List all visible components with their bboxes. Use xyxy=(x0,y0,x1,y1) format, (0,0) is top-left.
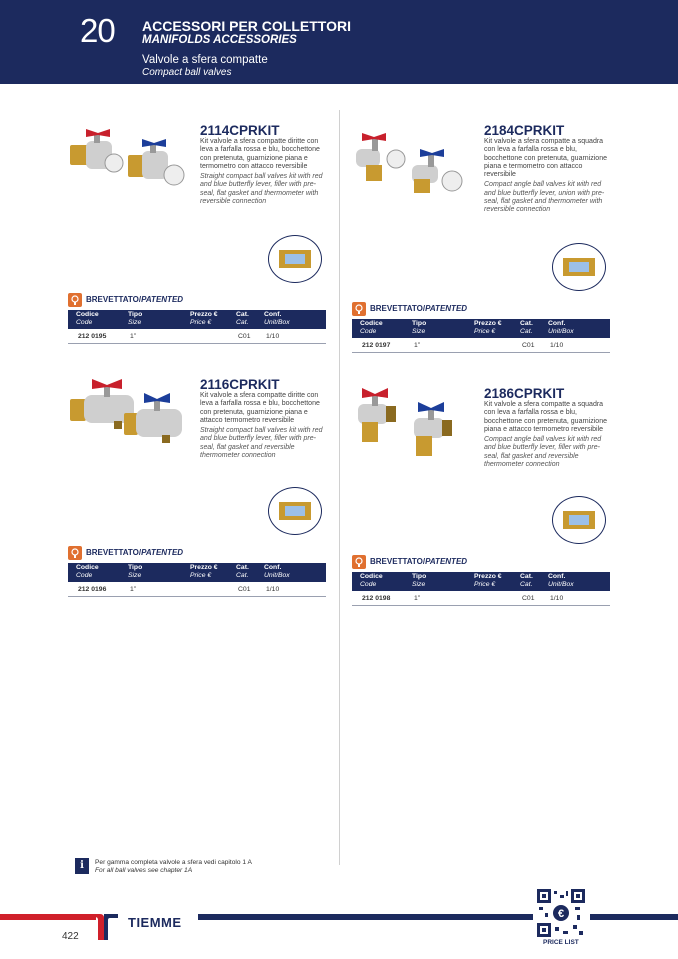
cell-size: 1” xyxy=(414,342,421,349)
cell-code: 212 0197 xyxy=(362,342,391,349)
cell-size: 1” xyxy=(414,595,421,602)
cell-conf: 1/10 xyxy=(550,595,564,602)
patent-icon xyxy=(68,546,82,560)
product-table xyxy=(352,319,610,353)
section-title: Valvole a sfera compatte xyxy=(142,54,268,66)
table-header xyxy=(68,310,326,329)
header-title: ACCESSORI PER COLLETTORI xyxy=(142,18,351,34)
patent-text: BREVETTATO/PATENTED xyxy=(86,548,184,557)
cell-code: 212 0195 xyxy=(78,333,107,340)
table-header xyxy=(352,572,610,591)
qr-code[interactable] xyxy=(537,889,585,937)
patent-text: BREVETTATO/PATENTED xyxy=(86,295,184,304)
th-cat: Cat. Cat. xyxy=(520,320,533,335)
product-table xyxy=(352,572,610,606)
product-image xyxy=(352,123,482,195)
cell-cat: C01 xyxy=(238,586,251,593)
product-description xyxy=(200,392,324,460)
th-cat: Cat. Cat. xyxy=(236,311,249,326)
cell-code: 212 0196 xyxy=(78,586,107,593)
product-table xyxy=(68,310,326,344)
th-size: Tipo Size xyxy=(128,564,143,579)
cell-conf: 1/10 xyxy=(266,586,280,593)
th-cat: Cat. Cat. xyxy=(520,573,533,588)
th-conf: Conf. Unit/Box xyxy=(548,320,574,335)
product-description xyxy=(200,138,324,206)
cell-code: 212 0198 xyxy=(362,595,391,602)
product-description xyxy=(484,401,608,469)
patent-text: BREVETTATO/PATENTED xyxy=(370,304,468,313)
th-code: Codice Code xyxy=(360,573,383,588)
patent-icon xyxy=(68,293,82,307)
patent-text: BREVETTATO/PATENTED xyxy=(370,557,468,566)
cutaway-diagram xyxy=(552,496,606,544)
th-size: Tipo Size xyxy=(412,320,427,335)
th-price: Prezzo € Price € xyxy=(474,320,502,335)
page-header xyxy=(0,0,678,84)
description-en: Compact angle ball valves kit with red and blue butterfly lever, union with pre-seal, flat gasket and thermometer with reversible connection xyxy=(484,181,605,214)
cutaway-diagram xyxy=(268,235,322,283)
product-description xyxy=(484,138,608,215)
table-row xyxy=(68,329,326,344)
description-en: Straight compact ball valves kit with red and blue butterfly lever, filler with pre-seal, flat gasket and thermometer with reversible connection xyxy=(200,173,323,206)
patent-icon xyxy=(352,302,366,316)
th-code: Codice Code xyxy=(360,320,383,335)
product-table xyxy=(68,563,326,597)
th-size: Tipo Size xyxy=(128,311,143,326)
th-conf: Conf. Unit/Box xyxy=(548,573,574,588)
page-number: 422 xyxy=(62,931,79,942)
description-it: Kit valvole a sfera compatte diritte con leva a farfalla rossa e blu, bocchettone con pretenuta, guarnizione piana e termometro con attacco reversibile xyxy=(200,138,320,170)
note-en: For all ball valves see chapter 1A xyxy=(95,867,193,874)
brand-logo: TIEMME xyxy=(128,915,182,930)
patent-icon xyxy=(352,555,366,569)
chapter-note xyxy=(75,858,335,876)
table-row xyxy=(352,591,610,606)
table-header xyxy=(68,563,326,582)
note-it: Per gamma completa valvole a sfera vedi capitolo 1 A xyxy=(95,859,252,866)
th-price: Prezzo € Price € xyxy=(190,311,218,326)
description-en: Compact angle ball valves kit with red and blue butterfly lever, filler with pre-seal, flat gasket and reversible thermometer connection xyxy=(484,436,602,469)
product-image xyxy=(68,123,198,195)
th-code: Codice Code xyxy=(76,564,99,579)
cell-cat: C01 xyxy=(238,333,251,340)
table-row xyxy=(68,582,326,597)
product-block-2114 xyxy=(68,123,326,348)
product-block-2186 xyxy=(352,386,610,611)
cell-conf: 1/10 xyxy=(266,333,280,340)
th-price: Prezzo € Price € xyxy=(474,573,502,588)
svg-text:€: € xyxy=(557,908,565,920)
product-code: 2114CPRKIT xyxy=(200,123,280,138)
description-it: Kit valvole a sfera compatte diritte con leva a farfalla rossa e blu, bocchettone con pretenuta, guarnizione piana e attacco termometro reversibile xyxy=(200,392,320,424)
section-subtitle: Compact ball valves xyxy=(142,67,232,78)
header-subtitle: MANIFOLDS ACCESSORIES xyxy=(142,34,297,46)
cutaway-diagram xyxy=(552,243,606,291)
product-image xyxy=(352,386,482,458)
description-it: Kit valvole a sfera compatte a squadra con leva a farfalla rossa e blu, bocchettone con pretenuta, guarnizione piana e attacco termometro reversibile xyxy=(484,401,607,433)
cell-size: 1” xyxy=(130,586,137,593)
th-price: Prezzo € Price € xyxy=(190,564,218,579)
description-en: Straight compact ball valves kit with red and blue butterfly lever, filler with pre-seal, flat gasket and reversible thermometer connection xyxy=(200,427,323,460)
chapter-number: 20 xyxy=(80,12,115,49)
th-code: Codice Code xyxy=(76,311,99,326)
th-conf: Conf. Unit/Box xyxy=(264,311,290,326)
th-cat: Cat. Cat. xyxy=(236,564,249,579)
product-code: 2184CPRKIT xyxy=(484,123,565,138)
product-block-2184 xyxy=(352,123,610,358)
th-conf: Conf. Unit/Box xyxy=(264,564,290,579)
product-image xyxy=(68,377,198,449)
info-icon: i xyxy=(75,858,89,874)
cell-conf: 1/10 xyxy=(550,342,564,349)
price-list-label: PRICE LIST xyxy=(543,939,579,946)
column-divider xyxy=(339,110,340,865)
th-size: Tipo Size xyxy=(412,573,427,588)
product-block-2116 xyxy=(68,377,326,602)
cutaway-diagram xyxy=(268,487,322,535)
cell-cat: C01 xyxy=(522,342,535,349)
product-code: 2116CPRKIT xyxy=(200,377,280,392)
cell-size: 1” xyxy=(130,333,137,340)
table-row xyxy=(352,338,610,353)
table-header xyxy=(352,319,610,338)
cell-cat: C01 xyxy=(522,595,535,602)
description-it: Kit valvole a sfera compatte a squadra con leva a farfalla rossa e blu, bocchettone con pretenuta, guarnizione piana e termometro con attacco reversibile xyxy=(484,138,607,179)
product-code: 2186CPRKIT xyxy=(484,386,565,401)
